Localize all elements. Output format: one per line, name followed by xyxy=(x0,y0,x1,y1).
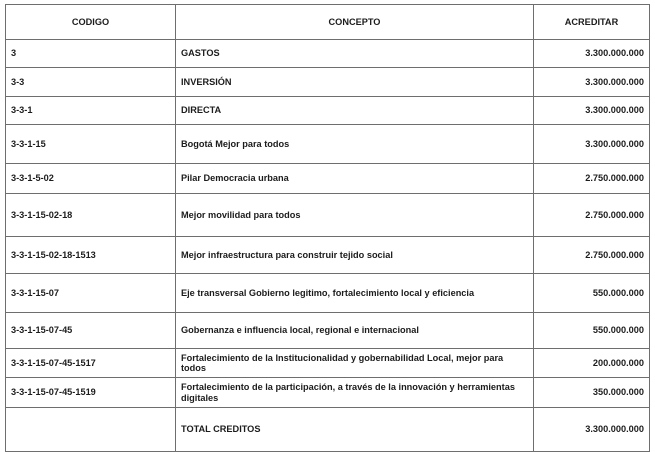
row-amount: 350.000.000 xyxy=(534,378,650,408)
header-codigo: CODIGO xyxy=(6,5,176,40)
row-code: 3-3-1-15-07-45-1519 xyxy=(6,378,176,408)
total-row xyxy=(6,408,650,452)
credits-table-sheet xyxy=(5,4,650,452)
header-acreditar: ACREDITAR xyxy=(534,5,650,40)
total-amount: 3.300.000.000 xyxy=(534,408,650,452)
row-concept: Gobernanza e influencia local, regional e internacional xyxy=(176,313,534,349)
row-code: 3-3 xyxy=(6,68,176,97)
table-row xyxy=(6,97,650,125)
row-code: 3-3-1 xyxy=(6,97,176,125)
table-row xyxy=(6,68,650,97)
row-code: 3-3-1-15-02-18-1513 xyxy=(6,237,176,274)
row-code: 3-3-1-15-07-45 xyxy=(6,313,176,349)
row-code: 3-3-1-15-02-18 xyxy=(6,194,176,237)
table-row xyxy=(6,164,650,194)
total-label: TOTAL CREDITOS xyxy=(176,408,534,452)
table-header-row xyxy=(6,5,650,40)
row-code: 3-3-1-15 xyxy=(6,125,176,164)
row-amount: 2.750.000.000 xyxy=(534,237,650,274)
row-code: 3-3-1-5-02 xyxy=(6,164,176,194)
credits-table xyxy=(5,4,650,452)
row-concept: Bogotá Mejor para todos xyxy=(176,125,534,164)
row-concept: INVERSIÓN xyxy=(176,68,534,97)
table-row xyxy=(6,274,650,313)
table-row xyxy=(6,40,650,68)
header-concepto: CONCEPTO xyxy=(176,5,534,40)
row-amount: 2.750.000.000 xyxy=(534,194,650,237)
row-amount: 3.300.000.000 xyxy=(534,97,650,125)
table-row xyxy=(6,349,650,378)
row-code xyxy=(6,408,176,452)
row-concept: Pilar Democracia urbana xyxy=(176,164,534,194)
row-concept: Fortalecimiento de la participación, a través de la innovación y herramientas digitales xyxy=(176,378,534,408)
row-concept: Eje transversal Gobierno legitimo, fortalecimiento local y eficiencia xyxy=(176,274,534,313)
table-row xyxy=(6,313,650,349)
row-amount: 200.000.000 xyxy=(534,349,650,378)
row-code: 3-3-1-15-07 xyxy=(6,274,176,313)
table-row xyxy=(6,237,650,274)
table-row xyxy=(6,194,650,237)
row-amount: 3.300.000.000 xyxy=(534,125,650,164)
row-amount: 3.300.000.000 xyxy=(534,68,650,97)
row-concept: Mejor movilidad para todos xyxy=(176,194,534,237)
table-row xyxy=(6,378,650,408)
row-concept: DIRECTA xyxy=(176,97,534,125)
row-code: 3-3-1-15-07-45-1517 xyxy=(6,349,176,378)
row-amount: 550.000.000 xyxy=(534,274,650,313)
row-concept: GASTOS xyxy=(176,40,534,68)
table-row xyxy=(6,125,650,164)
row-concept: Mejor infraestructura para construir tejido social xyxy=(176,237,534,274)
row-amount: 2.750.000.000 xyxy=(534,164,650,194)
row-code: 3 xyxy=(6,40,176,68)
row-amount: 550.000.000 xyxy=(534,313,650,349)
row-amount: 3.300.000.000 xyxy=(534,40,650,68)
row-concept: Fortalecimiento de la Institucionalidad y gobernabilidad Local, mejor para todos xyxy=(176,349,534,378)
